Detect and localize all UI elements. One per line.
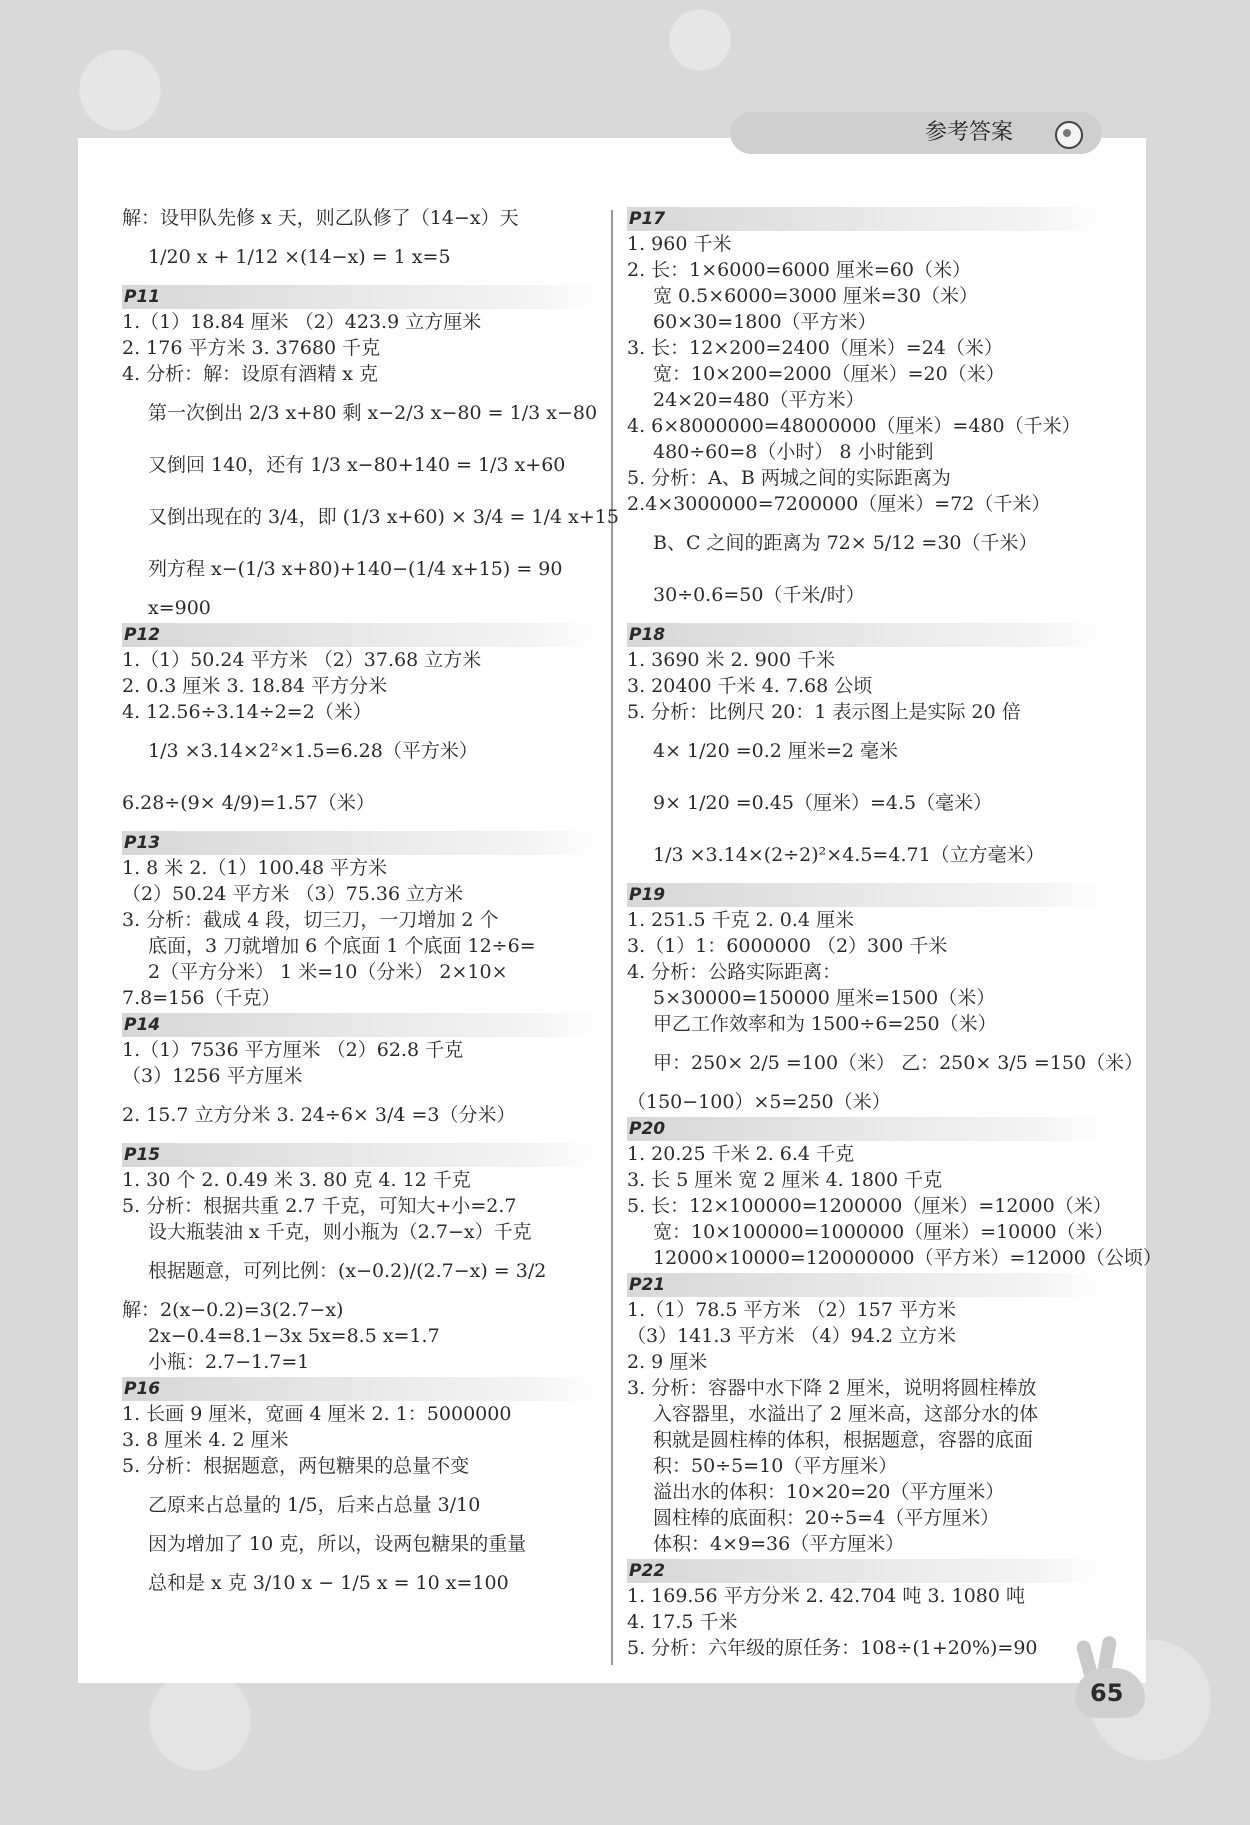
answer-line: 1/3 ×3.14×(2÷2)²×4.5=4.71（立方毫米） <box>653 844 1045 866</box>
answer-line: 甲：250× 2/5 =100（米） 乙：250× 3/5 =150（米） <box>653 1052 1144 1074</box>
answer-line: 2. 15.7 立方分米 3. 24÷6× 3/4 =3（分米） <box>122 1104 516 1126</box>
answer-line: 1. 8 米 2.（1）100.48 平方米 <box>122 857 388 879</box>
answer-line: 3. 长 5 厘米 宽 2 厘米 4. 1800 千克 <box>627 1169 943 1191</box>
answer-line: 1/3 ×3.14×2²×1.5=6.28（平方米） <box>148 740 478 762</box>
answer-line: 4. 分析：公路实际距离： <box>627 961 842 983</box>
answer-line: 底面，3 刀就增加 6 个底面 1 个底面 12÷6= <box>148 935 536 957</box>
answer-line: 5. 分析：六年级的原任务：108÷(1+20%)=90 <box>627 1637 1038 1659</box>
answer-line: 1.（1）18.84 厘米 （2）423.9 立方厘米 <box>122 311 482 333</box>
answer-line: 解：设甲队先修 x 天，则乙队修了（14−x）天 <box>122 207 519 229</box>
answer-line: 3. 8 厘米 4. 2 厘米 <box>122 1429 289 1451</box>
answer-line: 宽：10×100000=1000000（厘米）=10000（米） <box>653 1221 1114 1243</box>
answer-line: 根据题意，可列比例：(x−0.2)/(2.7−x) = 3/2 <box>148 1260 547 1282</box>
answer-line: 5. 分析：比例尺 20：1 表示图上是实际 20 倍 <box>627 701 1021 723</box>
answer-line: 2x−0.4=8.1−3x 5x=8.5 x=1.7 <box>148 1325 440 1347</box>
section-heading: P17 <box>627 207 1107 231</box>
header-title: 参考答案 <box>925 120 1014 145</box>
answer-line: 溢出水的体积：10×20=20（平方厘米） <box>653 1481 1005 1503</box>
answer-line: 2（平方分米） 1 米=10（分米） 2×10× <box>148 961 508 983</box>
answer-line: 9× 1/20 =0.45（厘米）=4.5（毫米） <box>653 792 993 814</box>
answer-line: 4× 1/20 =0.2 厘米=2 毫米 <box>653 740 898 762</box>
section-heading: P20 <box>627 1117 1107 1141</box>
answer-line: 30÷0.6=50（千米/时） <box>653 584 865 606</box>
answer-line: 2. 长：1×6000=6000 厘米=60（米） <box>627 259 971 281</box>
answer-line: 1. 30 个 2. 0.49 米 3. 80 克 4. 12 千克 <box>122 1169 471 1191</box>
section-heading: P16 <box>122 1377 602 1401</box>
answer-line: 第一次倒出 2/3 x+80 剩 x−2/3 x−80 = 1/3 x−80 <box>148 402 598 424</box>
answer-line: 列方程 x−(1/3 x+80)+140−(1/4 x+15) = 90 <box>148 558 563 580</box>
answer-line: 5. 分析：根据共重 2.7 千克，可知大+小=2.7 <box>122 1195 517 1217</box>
answer-line: 1. 251.5 千克 2. 0.4 厘米 <box>627 909 855 931</box>
answer-line: 3. 20400 千米 4. 7.68 公顷 <box>627 675 873 697</box>
answer-line: 小瓶：2.7−1.7=1 <box>148 1351 310 1373</box>
answer-line: （2）50.24 平方米 （3）75.36 立方米 <box>122 883 464 905</box>
answer-line: 设大瓶装油 x 千克，则小瓶为（2.7−x）千克 <box>148 1221 532 1243</box>
answer-line: x=900 <box>148 597 211 619</box>
answer-line: 1. 3690 米 2. 900 千米 <box>627 649 836 671</box>
answer-line: 甲乙工作效率和为 1500÷6=250（米） <box>653 1013 997 1035</box>
answer-line: 总和是 x 克 3/10 x − 1/5 x = 10 x=100 <box>148 1572 509 1594</box>
answer-line: 4. 分析：解：设原有酒精 x 克 <box>122 363 378 385</box>
answer-line: 1. 20.25 千米 2. 6.4 千克 <box>627 1143 855 1165</box>
answer-line: 24×20=480（平方米） <box>653 389 865 411</box>
answer-line: 5. 分析：根据题意，两包糖果的总量不变 <box>122 1455 470 1477</box>
section-heading: P13 <box>122 831 602 855</box>
section-heading: P14 <box>122 1013 602 1037</box>
answer-line: 宽：10×200=2000（厘米）=20（米） <box>653 363 1005 385</box>
section-heading: P15 <box>122 1143 602 1167</box>
answer-line: 圆柱棒的底面积：20÷5=4（平方厘米） <box>653 1507 1000 1529</box>
answer-line: 5×30000=150000 厘米=1500（米） <box>653 987 996 1009</box>
answer-line: 5. 分析：A、B 两城之间的实际距离为 <box>627 467 951 489</box>
answer-line: 宽 0.5×6000=3000 厘米=30（米） <box>653 285 978 307</box>
answer-line: 1. 长画 9 厘米，宽画 4 厘米 2. 1：5000000 <box>122 1403 512 1425</box>
answer-line: 4. 6×8000000=48000000（厘米）=480（千米） <box>627 415 1081 437</box>
answer-line: 1. 960 千米 <box>627 233 732 255</box>
answer-line: 1.（1）78.5 平方米 （2）157 平方米 <box>627 1299 956 1321</box>
answer-line: 又倒回 140，还有 1/3 x−80+140 = 1/3 x+60 <box>148 454 566 476</box>
circle-emblem-icon <box>1055 121 1083 149</box>
answer-line: 5. 长：12×100000=1200000（厘米）=12000（米） <box>627 1195 1112 1217</box>
answer-line: 1.（1）50.24 平方米 （2）37.68 立方米 <box>122 649 482 671</box>
answer-line: 入容器里，水溢出了 2 厘米高，这部分水的体 <box>653 1403 1039 1425</box>
answer-line: 因为增加了 10 克，所以，设两包糖果的重量 <box>148 1533 527 1555</box>
answer-line: 3. 长：12×200=2400（厘米）=24（米） <box>627 337 1003 359</box>
section-heading: P19 <box>627 883 1107 907</box>
answer-line: 解：2(x−0.2)=3(2.7−x) <box>122 1299 344 1321</box>
page-number: 65 <box>1090 1679 1124 1707</box>
section-heading: P11 <box>122 285 602 309</box>
answer-line: 2. 0.3 厘米 3. 18.84 平方分米 <box>122 675 388 697</box>
column-divider <box>611 210 613 1665</box>
answer-line: 2. 9 厘米 <box>627 1351 708 1373</box>
section-heading: P12 <box>122 623 602 647</box>
answer-line: 7.8=156（千克） <box>122 987 281 1009</box>
answer-line: 1. 169.56 平方分米 2. 42.704 吨 3. 1080 吨 <box>627 1585 1026 1607</box>
answer-line: 1/20 x + 1/12 ×(14−x) = 1 x=5 <box>148 246 451 268</box>
answer-line: （3）1256 平方厘米 <box>122 1065 303 1087</box>
answer-line: 60×30=1800（平方米） <box>653 311 877 333</box>
answer-line: 积就是圆柱棒的体积，根据题意，容器的底面 <box>653 1429 1034 1451</box>
right-column <box>627 205 1162 1661</box>
section-heading: P18 <box>627 623 1107 647</box>
answer-line: B、C 之间的距离为 72× 5/12 =30（千米） <box>653 532 1038 554</box>
section-heading: P21 <box>627 1273 1107 1297</box>
answer-line: 2.4×3000000=7200000（厘米）=72（千米） <box>627 493 1051 515</box>
answer-line: 4. 17.5 千米 <box>627 1611 738 1633</box>
answer-line: 12000×10000=120000000（平方米）=12000（公顷） <box>653 1247 1162 1269</box>
answer-line: 4. 12.56÷3.14÷2=2（米） <box>122 701 372 723</box>
answer-line: （3）141.3 平方米 （4）94.2 立方米 <box>627 1325 956 1347</box>
answer-line: 2. 176 平方米 3. 37680 千克 <box>122 337 381 359</box>
answer-line: 积：50÷5=10（平方厘米） <box>653 1455 898 1477</box>
answer-line: 480÷60=8（小时） 8 小时能到 <box>653 441 934 463</box>
answer-line: 3. 分析：截成 4 段，切三刀，一刀增加 2 个 <box>122 909 499 931</box>
answer-line: 6.28÷(9× 4/9)=1.57（米） <box>122 792 375 814</box>
answer-line: 3.（1）1：6000000 （2）300 千米 <box>627 935 948 957</box>
answer-line: 乙原来占总量的 1/5，后来占总量 3/10 <box>148 1494 481 1516</box>
left-column <box>122 205 619 1609</box>
answer-line: 又倒出现在的 3/4，即 (1/3 x+60) × 3/4 = 1/4 x+15 <box>148 506 619 528</box>
section-heading: P22 <box>627 1559 1107 1583</box>
answer-line: 3. 分析：容器中水下降 2 厘米，说明将圆柱棒放 <box>627 1377 1037 1399</box>
answer-line: （150−100）×5=250（米） <box>627 1091 891 1113</box>
answer-line: 体积：4×9=36（平方厘米） <box>653 1533 905 1555</box>
answer-line: 1.（1）7536 平方厘米 （2）62.8 千克 <box>122 1039 464 1061</box>
